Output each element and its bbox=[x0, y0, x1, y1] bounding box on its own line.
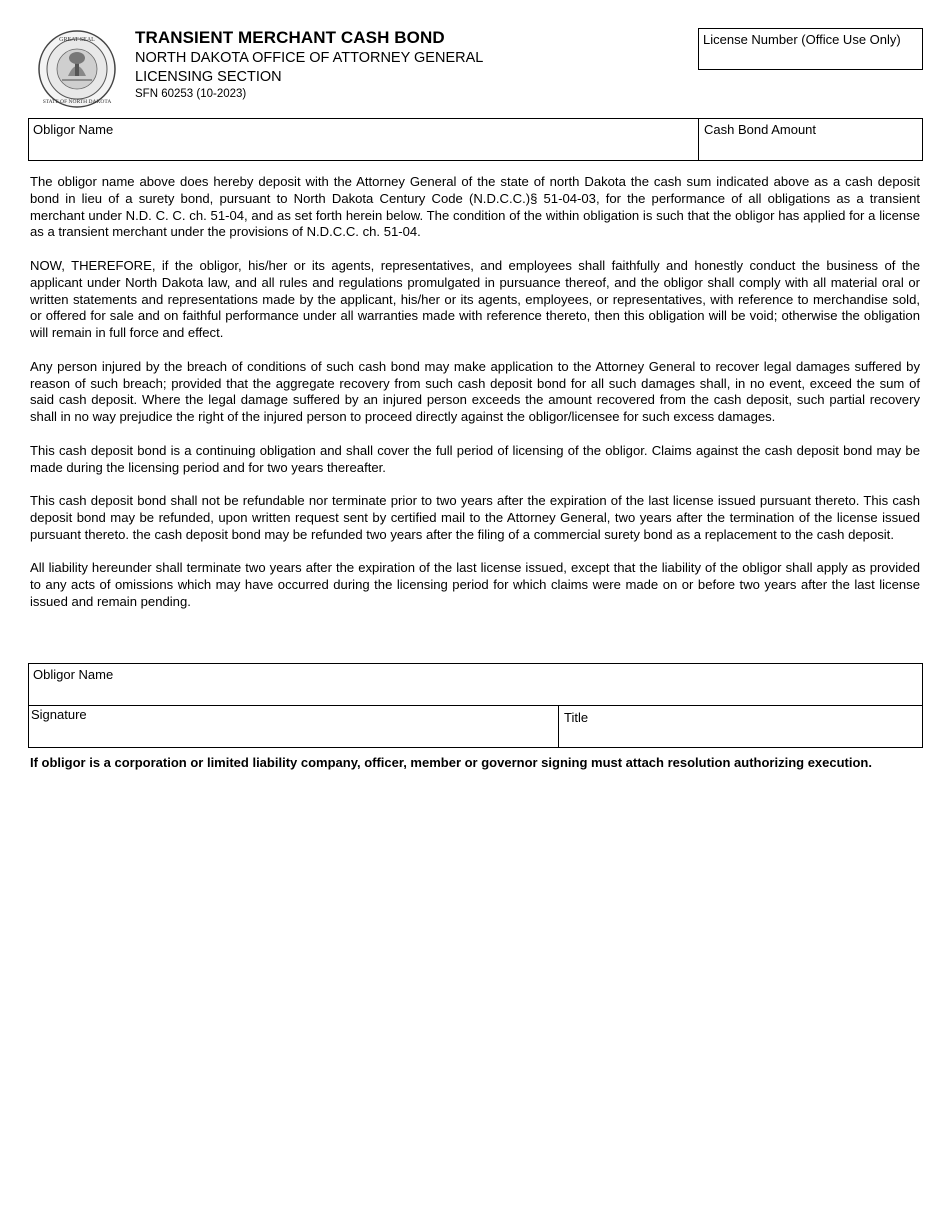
signature-title-row bbox=[28, 705, 923, 748]
license-number-label: License Number (Office Use Only) bbox=[703, 32, 901, 47]
title-input[interactable] bbox=[564, 726, 918, 744]
obligor-name-row bbox=[28, 663, 923, 706]
paragraph-liability: All liability hereunder shall terminate two years after the expiration of the last license issued, except that the liability of the obligor shall apply as provided to any acts of omissions which may have occurred during the licensing period for which claims were made on or before two years after the last license issued and remain pending. bbox=[30, 560, 920, 609]
section-name: LICENSING SECTION bbox=[135, 69, 282, 85]
obligor-name-input[interactable] bbox=[33, 139, 692, 157]
paragraph-damages: Any person injured by the breach of conditions of such cash bond may make application to the Attorney General to recover legal damages suffered by reason of such breach; provided that the aggregate recovery from such cash deposit bond for all such damages shall, in no event, exceed the sum of said cash deposit. Where the legal damage suffered by an injured person exceeds the amount recovered from the cash deposit, such partial recovery shall in no way prejudice the right of the injured person to proceed directly against the obligor/licensee for such excess damages. bbox=[30, 358, 920, 425]
field-divider bbox=[558, 706, 559, 747]
svg-text:GREAT SEAL: GREAT SEAL bbox=[59, 37, 95, 43]
obligor-name-label: Obligor Name bbox=[33, 122, 114, 137]
signature-label: Signature bbox=[31, 707, 87, 722]
cash-bond-amount-label: Cash Bond Amount bbox=[704, 122, 817, 137]
cash-bond-amount-input[interactable] bbox=[704, 139, 918, 157]
form-number: SFN 60253 (10-2023) bbox=[135, 88, 247, 100]
signature-input[interactable] bbox=[33, 726, 552, 744]
license-number-field[interactable] bbox=[698, 28, 923, 70]
office-name: NORTH DAKOTA OFFICE OF ATTORNEY GENERAL bbox=[135, 50, 484, 66]
bond-terms bbox=[30, 174, 920, 628]
field-divider bbox=[698, 119, 699, 160]
obligor-name-label-2: Obligor Name bbox=[33, 667, 114, 682]
paragraph-deposit: The obligor name above does hereby deposit with the Attorney General of the state of north Dakota the cash sum indicated above as a cash deposit bond in lieu of a surety bond, pursuant to North Dakota Century Code (N.D.C.C.)§ 51-04-03, for the performance of all obligations as a transient merchant under N.D. C. C. ch. 51-04, and as set forth herein below. The condition of the within obligation is such that the obligor has applied for a license as a transient merchant under the provisions of N.D.C.C. ch. 51-04. bbox=[30, 174, 920, 240]
obligor-name-input-2[interactable] bbox=[33, 684, 918, 702]
corporate-signing-note: If obligor is a corporation or limited liability company, officer, member or governor signing must attach resolution authorizing execution. bbox=[30, 755, 872, 770]
paragraph-refund: This cash deposit bond shall not be refundable nor terminate prior to two years after the expiration of the last license issued pursuant thereto. This cash deposit bond may be refunded, upon written request sent by certified mail to the Attorney General, two years after the termination of the license issued pursuant thereto. the cash deposit bond may be refunded two years after the filing of a commercial surety bond as a replacement to the cash deposit. bbox=[30, 493, 920, 542]
obligor-bond-row bbox=[28, 118, 923, 161]
paragraph-conditions: NOW, THEREFORE, if the obligor, his/her or its agents, representatives, and employees shall faithfully and honestly conduct the business of the applicant under North Dakota law, and all rules and regulations promulgated in pursuance thereof, and the obligor shall comply with all material oral or written statements and representations made by the applicant, his/her or its agents, employees, or representatives, with reference to merchandise sold, or offered for sale and on faithful performance under all warranties made with reference thereto, then this obligation will be void; otherwise the obligation will remain in full force and effect. bbox=[30, 257, 920, 341]
title-label: Title bbox=[564, 710, 589, 725]
form-title: TRANSIENT MERCHANT CASH BOND bbox=[135, 28, 445, 47]
svg-text:STATE OF NORTH DAKOTA: STATE OF NORTH DAKOTA bbox=[42, 99, 112, 105]
state-seal-logo bbox=[32, 28, 122, 110]
paragraph-continuing-obligation: This cash deposit bond is a continuing obligation and shall cover the full period of licensing of the obligor. Claims against the cash deposit bond may be made during the licensing period and for two years thereafter. bbox=[30, 442, 920, 475]
